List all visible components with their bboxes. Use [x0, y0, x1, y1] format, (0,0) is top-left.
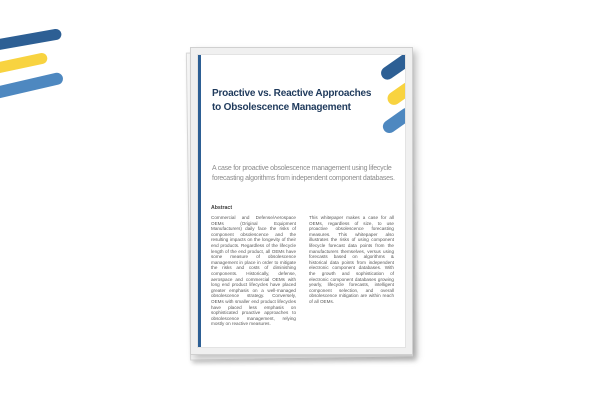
abstract-body — [211, 215, 394, 327]
abstract-heading: Abstract — [211, 205, 233, 211]
document-title-line-1: Proactive vs. Reactive Approaches — [212, 88, 372, 99]
document-title-line-2: to Obsolescence Management — [212, 101, 351, 113]
abstract-column-1: Commercial and Defense/Aerospace OEMs (Original Equipment Manufacturers) daily face the risks of component obsolescence and the resulting impacts on the longevity of their end products. Regardless of the lifecycle length of the end product, all OEMs have some measure of obsolescence management in place in order to mitigate the risks and costs of diminishing components. Historically, defense, aerospace and commercial OEMs with long end product lifecycles have placed greater emphasis on a well-managed obsolescence strategy. Conversely, OEMs with smaller end product lifecycles have placed less emphasis on sophisticated proactive approaches to obsolescence management, relying mostly on reactive measures. — [211, 215, 296, 327]
document-subtitle — [212, 164, 406, 184]
document-title — [212, 87, 402, 114]
brand-stripe-dark-blue-icon — [0, 28, 62, 55]
brand-stripe-yellow-icon — [0, 52, 48, 79]
page-spine-accent — [198, 55, 201, 347]
corner-shape-dark-blue-icon — [379, 54, 406, 82]
document-subtitle-line-1: A case for proactive obsolescence management using lifecycle — [212, 165, 392, 172]
document-subtitle-line-2: forecasting algorithms from independent component databases. — [212, 175, 395, 183]
document-page — [190, 47, 413, 355]
brand-stripe-light-blue-icon — [0, 72, 64, 105]
abstract-column-2: This whitepaper makes a case for all OEMs, regardless of size, to use proactive obsolescence forecasting measures. This whitepaper also illustrates the risks of using component lifecycle forecast data points from the manufacturers themselves, versus using forecasts based on algorithms & historical data points from independent electronic component databases. With the growth and sophistication of electronic component databases growing yearly, lifecycle forecasts, intelligent component selection, and overall obsolescence mitigation are within reach of all OEMs. — [309, 215, 394, 304]
document-page-inner — [197, 54, 406, 348]
